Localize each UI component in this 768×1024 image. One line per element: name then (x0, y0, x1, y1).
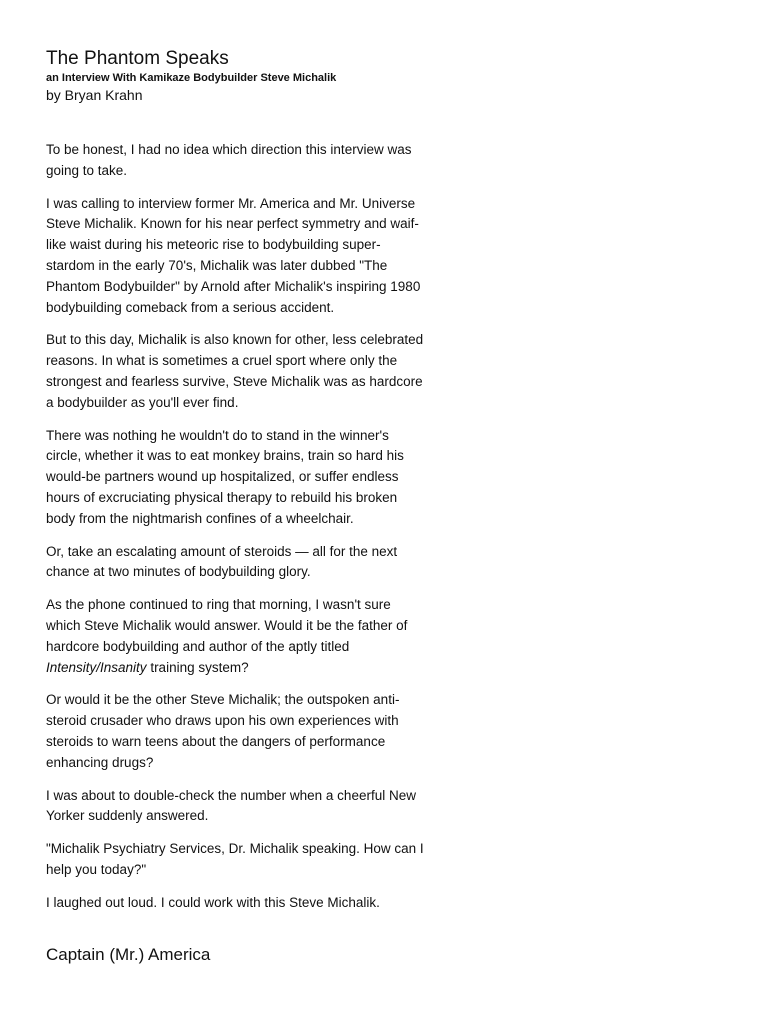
text-line: circle, whether it was to eat monkey brains, train so hard his (46, 448, 404, 464)
text-line: "Michalik Psychiatry Services, Dr. Michalik speaking. How can I (46, 841, 424, 857)
text-line: bodybuilding comeback from a serious accident. (46, 299, 335, 315)
article-body (46, 140, 466, 926)
text-line: There was nothing he wouldn't do to stand in the winner's (46, 427, 389, 443)
text-line: hours of excruciating physical therapy to rebuild his broken (46, 489, 398, 505)
text-line: Yorker suddenly answered. (46, 808, 209, 824)
text-line: body from the nightmarish confines of a wheelchair. (46, 510, 354, 526)
paragraph-7 (46, 690, 466, 773)
text-line: To be honest, I had no idea which direction this interview was (46, 142, 412, 157)
text-line: I was calling to interview former Mr. America and Mr. Universe (46, 195, 416, 211)
text-line: Steve Michalik. Known for his near perfect symmetry and waif- (46, 216, 419, 232)
text-line: a bodybuilder as you'll ever find. (46, 394, 239, 410)
text-line: I laughed out loud. I could work with this Steve Michalik. (46, 894, 380, 910)
paragraph-9 (46, 839, 466, 881)
paragraph-2 (46, 194, 466, 319)
text-line (46, 658, 466, 679)
paragraph-10 (46, 893, 466, 914)
paragraph-5 (46, 542, 466, 584)
text-line: But to this day, Michalik is also known for other, less celebrated (46, 332, 424, 348)
paragraph-8 (46, 786, 466, 828)
italic-book-title: Intensity/Insanity (46, 659, 147, 675)
article-title: The Phantom Speaks (46, 48, 229, 69)
italic-suffix: training system? (146, 659, 249, 675)
text-line: hardcore bodybuilding and author of the aptly titled (46, 638, 350, 654)
text-line: steroid crusader who draws upon his own experiences with (46, 713, 399, 729)
text-line: would-be partners wound up hospitalized, or suffer endless (46, 469, 399, 485)
text-line: chance at two minutes of bodybuilding glory. (46, 564, 311, 580)
text-line: stardom in the early 70's, Michalik was later dubbed "The (46, 257, 388, 273)
text-line: strongest and fearless survive, Steve Michalik was as hardcore (46, 373, 423, 389)
article-byline: by Bryan Krahn (46, 87, 143, 103)
text-line: I was about to double-check the number when a cheerful New (46, 787, 416, 803)
section-heading: Captain (Mr.) America (46, 945, 211, 964)
paragraph-1 (46, 140, 466, 182)
text-line: Or, take an escalating amount of steroids — all for the next (46, 543, 398, 559)
text-line: Phantom Bodybuilder" by Arnold after Michalik's inspiring 1980 (46, 278, 421, 294)
paragraph-3 (46, 330, 466, 413)
text-line: reasons. In what is sometimes a cruel sport where only the (46, 353, 398, 369)
text-line: enhancing drugs? (46, 754, 154, 770)
paragraph-4 (46, 426, 466, 530)
text-line: As the phone continued to ring that morning, I wasn't sure (46, 597, 391, 613)
text-line: which Steve Michalik would answer. Would it be the father of (46, 617, 408, 633)
text-line: steroids to warn teens about the dangers of performance (46, 733, 386, 749)
text-line: help you today?" (46, 861, 147, 877)
text-line: going to take. (46, 162, 128, 178)
article-subtitle: an Interview With Kamikaze Bodybuilder Steve Michalik (46, 72, 337, 84)
text-line: Or would it be the other Steve Michalik; the outspoken anti- (46, 692, 400, 708)
paragraph-6 (46, 595, 466, 678)
text-line: like waist during his meteoric rise to bodybuilding super- (46, 237, 381, 253)
